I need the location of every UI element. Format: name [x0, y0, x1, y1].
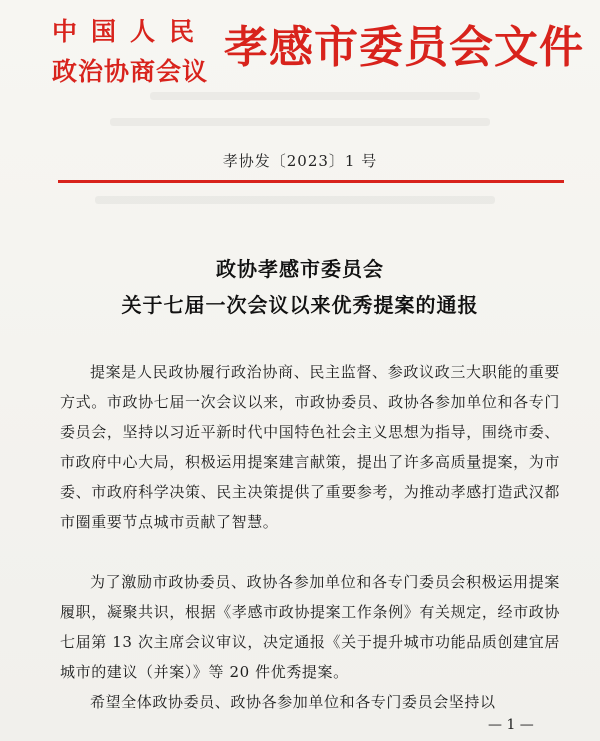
document-type-heading: 孝感市委员会文件 [224, 22, 584, 73]
bleed-through-mark [110, 118, 490, 126]
body-paragraph-3: 希望全体政协委员、政协各参加单位和各专门委员会坚持以 [90, 693, 496, 711]
org-name-line-1: 中国人民 [52, 17, 209, 46]
masthead [52, 6, 584, 102]
page-number: — 1 — [488, 717, 534, 733]
red-divider-line [58, 180, 564, 183]
body-paragraph-1: 提案是人民政协履行政治协商、民主监督、参政议政三大职能的重要方式。市政协七届一次会议以来，市政协委员、政协各参加单位和各专门委员会，坚持以习近平新时代中国特色社会主义思想为指导，围绕市委、市政府中心大局，积极运用提案建言献策，提出了许多高质量提案，为市委、市政府科学决策、民主决策提供了重要参考，为推动孝感打造武汉都市圈重要节点城市贡献了智慧。 [60, 363, 560, 531]
bleed-through-mark [95, 196, 495, 204]
org-name-line-2: 政治协商会议 [52, 57, 209, 86]
document-number: 孝协发〔2023〕1 号 [222, 152, 378, 170]
bleed-through-mark [150, 92, 480, 100]
body-paragraph-2: 为了激励市政协委员、政协各参加单位和各专门委员会积极运用提案履职，凝聚共识，根据《孝感市政协提案工作条例》有关规定，经市政协七届第 13 次主席会议审议，决定通报《关于提升城市功能品质创建宜居城市的建议（并案）》等 20 件优秀提案。 [60, 573, 560, 681]
document-title-line-1: 政协孝感市委员会 [216, 257, 384, 281]
issuing-organization [52, 12, 222, 92]
document-title-line-2: 关于七届一次会议以来优秀提案的通报 [121, 293, 479, 317]
